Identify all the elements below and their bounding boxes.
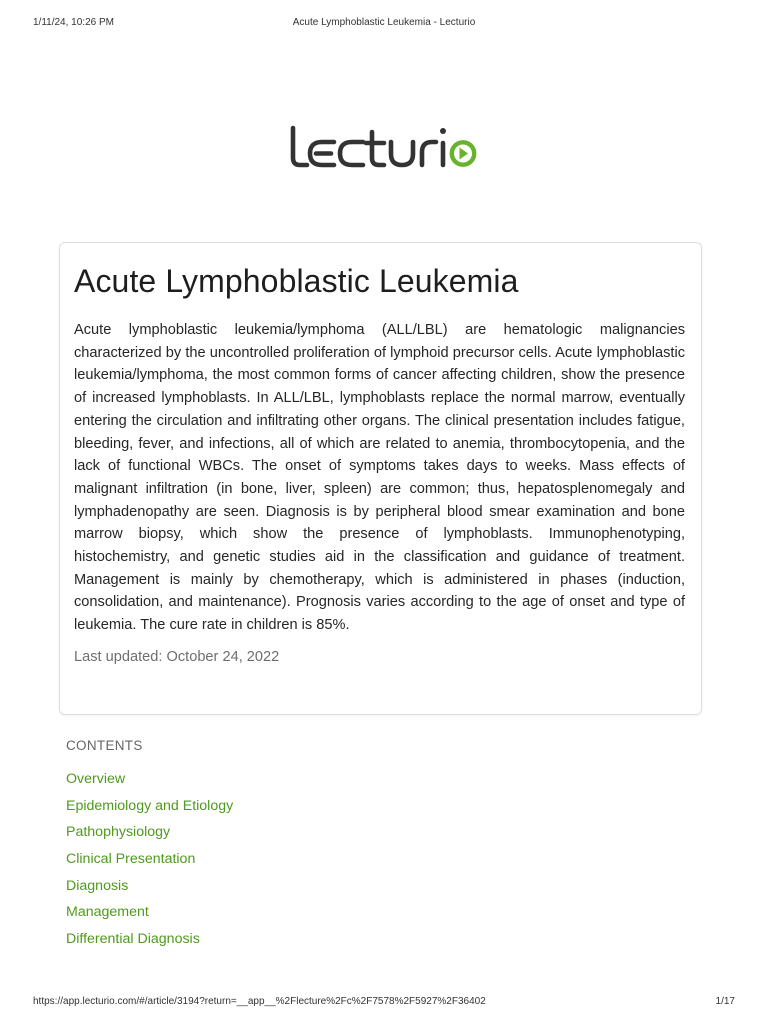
article-title: Acute Lymphoblastic Leukemia [74, 263, 519, 299]
lecturio-logo-icon [289, 124, 479, 172]
article-summary: Acute lymphoblastic leukemia/lymphoma (ALL/LBL) are hematologic malignancies characterized by the uncontrolled proliferation of lymphoid precursor cells. Acute lymphoblastic leukemia/lymphoma, the most common forms of cancer affecting children, show the presence of increased lymphoblasts. In ALL/LBL, lymphoblasts replace the normal marrow, eventually entering the circulation and infiltrating other organs. The clinical presentation includes fatigue, bleeding, fever, and infections, all of which are related to anemia, thrombocytopenia, and the lack of functional WBCs. The onset of symptoms takes days to weeks. Mass effects of malignant infiltration (in bone, liver, spleen) are common; thus, hepatosplenomegaly and lymphadenopathy are seen. Diagnosis is by peripheral blood smear examination and bone marrow biopsy, which show the presence of lymphoblasts. Immunophenotyping, histochemistry, and genetic studies aid in the classification and guidance of treatment. Management is mainly by chemotherapy, which is administered in phases (induction, consolidation, and maintenance). Prognosis varies according to the age of onset and type of leukemia. The cure rate in children is 85%. [74, 322, 685, 634]
contents-heading: CONTENTS [66, 738, 143, 753]
contents-link-diagnosis[interactable]: Diagnosis [66, 877, 129, 894]
contents-link-pathophysiology[interactable]: Pathophysiology [66, 824, 171, 841]
contents-link-epidemiology-and-etiology[interactable]: Epidemiology and Etiology [66, 797, 234, 814]
print-footer [33, 996, 735, 1010]
contents-item [66, 930, 233, 957]
contents-item [66, 770, 233, 797]
contents-item [66, 797, 233, 824]
print-url: https://app.lecturio.com/#/article/3194?return=__app__%2Flecture%2Fc%2F7578%2F5927%2F36402 [33, 996, 486, 1007]
contents-item [66, 877, 233, 904]
contents-link-overview[interactable]: Overview [66, 771, 126, 787]
contents-link-management[interactable]: Management [66, 904, 149, 921]
contents-link-clinical-presentation[interactable]: Clinical Presentation [66, 851, 196, 868]
contents-link-differential-diagnosis[interactable]: Differential Diagnosis [66, 931, 200, 948]
contents-item [66, 903, 233, 930]
article-summary-card [59, 242, 702, 715]
contents-list [66, 770, 233, 957]
print-document-title: Acute Lymphoblastic Leukemia - Lecturio [292, 17, 476, 28]
contents-item [66, 850, 233, 877]
page-number: 1/17 [715, 996, 735, 1007]
print-header [33, 17, 735, 31]
contents-item [66, 823, 233, 850]
last-updated: Last updated: October 24, 2022 [74, 648, 280, 665]
print-datetime: 1/11/24, 10:26 PM [33, 17, 114, 28]
lecturio-logo [0, 124, 768, 172]
